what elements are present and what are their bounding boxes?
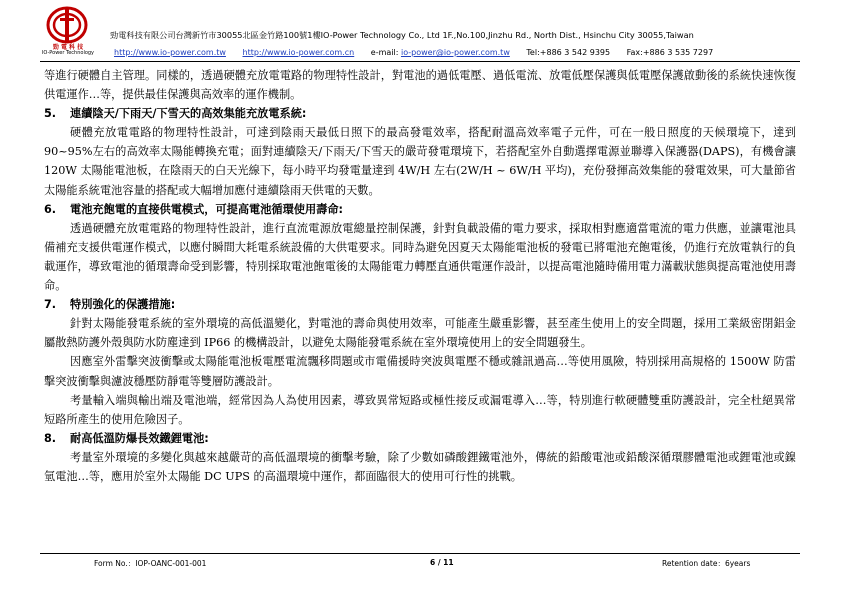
footer-divider (40, 553, 800, 554)
website-link-tw[interactable]: http://www.io-power.com.tw (114, 48, 226, 57)
section-7-title: 特別強化的保護措施: (70, 298, 176, 312)
page-number: 6 / 11 (430, 558, 454, 567)
section-8-heading (44, 429, 796, 448)
email-label: e-mail: (370, 48, 399, 57)
header-divider (40, 61, 800, 62)
section-7-heading (44, 295, 796, 314)
section-5-heading (44, 104, 796, 123)
section-8-number: 8. (44, 431, 57, 445)
section-8-title: 耐高低溫防爆長效鐵鋰電池: (70, 431, 209, 445)
section-7-paragraph-3: 考量輸入端與輸出端及電池端，經常因為人為使用因素，導致異常短路或極性接反或漏電導入…等，特別進行軟硬體雙重防護設計，完全杜絕異常短路所產生的使用危險因子。 (44, 393, 796, 426)
retention-date: Retention date：6years (662, 559, 751, 568)
section-6-paragraph: 透過硬體充放電電路的物理特性設計，進行直流電源放電總量控制保護，針對負載設備的電力要求，採取相對應適當電流的電力供應，並讓電池具備補充支援供電運作模式，以應付瞬間大耗電系統設備的大供電要求。同時為避免因夏天太陽能電池板的發電已將電池充飽電後，仍進行充放電執行的負載運作，導致電池的循環壽命受到影響，特別採取電池飽電後的太陽能電力轉壓直通供電運作設計，以提高電池隨時備用電力滿載狀態與提高電池使用壽命。 (44, 221, 796, 293)
section-5-paragraph: 硬體充放電電路的物理特性設計，可達到陰雨天最低日照下的最高發電效率，搭配耐溫高效率電子元件，可在一般日照度的天候環境下，達到 90~95%左右的高效率太陽能轉換充電；面對連續陰天/下雨天/下雪天的嚴苛發電環境下，若搭配室外自動選擇電源並聯導入保護器(DAPS)，有機會讓 120W 太陽能電池板，在陰雨天的白天光線下，每小時平均發電量達到 4W/H 左右(2W/H ~ 6W/H 平均)，充份發揮高效集能的發電效果，可大量節省太陽能系統電池容量的搭配或大幅增加應付連續陰雨天供電的天數。 (44, 126, 796, 197)
document-body (44, 66, 796, 486)
section-6-number: 6. (44, 202, 57, 216)
section-5-title: 連續陰天/下雨天/下雪天的高效集能充放電系統: (70, 107, 307, 121)
section-6-heading (44, 200, 796, 219)
logo-chinese-text: 勁 電 科 技 (52, 44, 84, 51)
fax: Fax:+886 3 535 7297 (626, 48, 714, 57)
logo-english-text: IO-Power Technology (41, 50, 95, 56)
section-7-paragraph-1: 針對太陽能發電系統的室外環境的高低溫變化，對電池的壽命與使用效率，可能產生嚴重影響，甚至產生使用上的安全問題，採用工業級密閉鋁金屬散熱防護外殼與防水防塵達到 IP66 的機構設計，以避免太陽能發電系統在室外環境使用上的安全問題發生。 (44, 317, 796, 350)
section-7-paragraph-2: 因應室外雷擊突波衝擊或太陽能電池板電壓電流飄移問題或市電備援時突波與電壓不穩或雜訊過高…等使用風險，特別採用高規格的 1500W 防雷擊突波衝擊與濾波穩壓防靜電等雙層防護設計。 (44, 355, 796, 388)
company-address: 勁電科技有限公司台灣新竹市30055北區金竹路100號1樓IO-Power Technology Co., Ltd 1F.,No.100,Jinzhu Rd., North Dist., Hsinchu City 30055,Taiwan (110, 30, 694, 40)
intro-paragraph: 等進行硬體自主管理。同樣的，透過硬體充放電電路的物理特性設計，對電池的過低電壓、過低電流、放電低壓保護與低電壓保護啟動後的系統快速恢復供電運作…等，提供最佳保護與高效率的運作機制。 (44, 69, 796, 102)
section-6-title: 電池充飽電的直接供電模式，可提高電池循環使用壽命: (70, 202, 343, 216)
section-5-number: 5. (44, 107, 57, 121)
website-link-cn[interactable]: http://www.io-power.com.cn (242, 48, 355, 57)
contact-line (114, 48, 713, 57)
email-link[interactable]: io-power@io-power.com.tw (400, 48, 510, 57)
form-number: Form No.：IOP-OANC-001-001 (94, 559, 207, 568)
section-8-paragraph: 考量室外環境的多變化與越來越嚴苛的高低溫環境的衝擊考驗，除了少數如磷酸鋰鐵電池外，傳統的鉛酸電池或鉛酸深循環膠體電池或鋰電池或鎳氫電池…等，應用於室外太陽能 DC UPS 的高溫環境中運作，都面臨很大的使用可行性的挑戰。 (44, 450, 796, 483)
telephone: Tel:+886 3 542 9395 (526, 48, 611, 57)
page-header (0, 0, 842, 66)
section-7-number: 7. (44, 298, 57, 312)
